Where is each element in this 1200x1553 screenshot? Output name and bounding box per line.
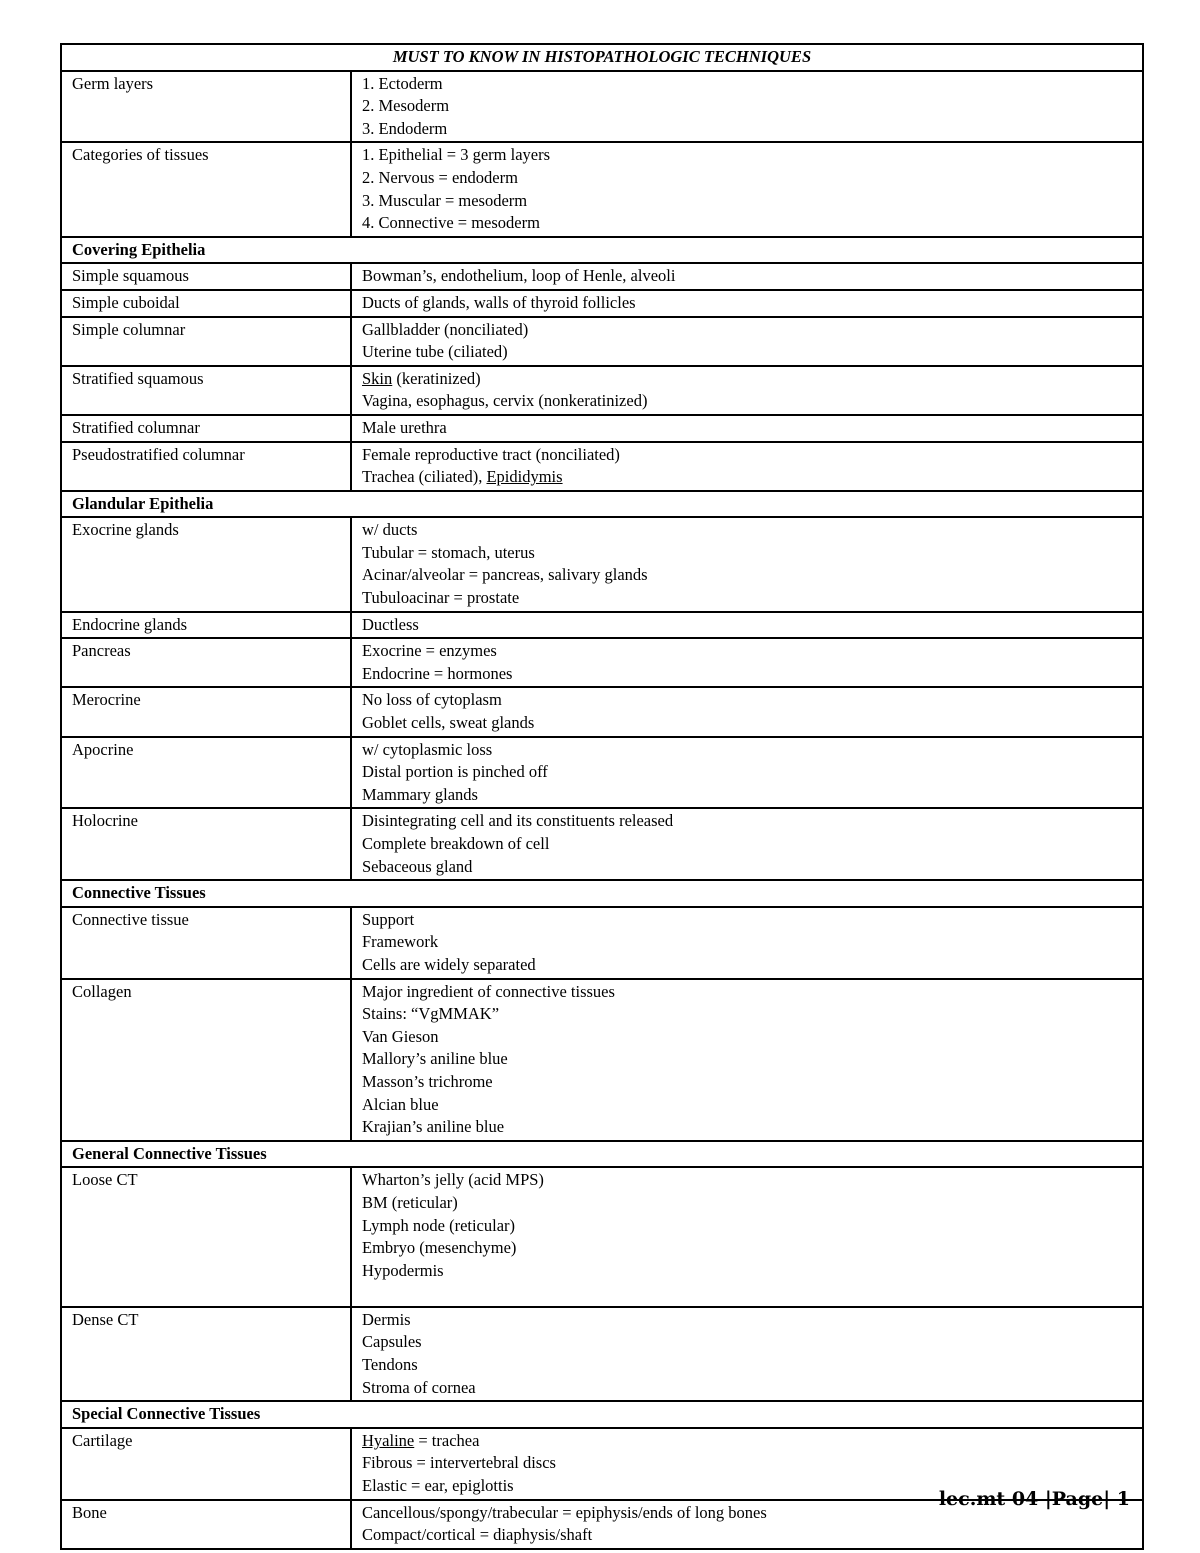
row-details [351,1167,1143,1307]
table-row [61,979,1143,1141]
row-label: Simple columnar [61,317,351,366]
detail-line: 3. Endoderm [362,118,448,138]
detail-line: 4. Connective = mesoderm [362,213,540,233]
detail-line: BM (reticular) [362,1192,458,1212]
row-label: Categories of tissues [61,142,351,236]
detail-line: Vagina, esophagus, cervix (nonkeratinized) [362,391,648,411]
row-label: Germ layers [61,71,351,143]
row-label: Dense CT [61,1307,351,1401]
row-details [351,517,1143,611]
row-details [351,808,1143,880]
table-title-row [61,44,1143,71]
detail-line: Gallbladder (nonciliated) [362,319,529,339]
section-header: Glandular Epithelia [61,491,1143,518]
section-header: Connective Tissues [61,880,1143,907]
detail-line: w/ cytoplasmic loss [362,739,493,759]
detail-line: Fibrous = intervertebral discs [362,1453,556,1473]
row-label: Pancreas [61,638,351,687]
section-header: Covering Epithelia [61,237,1143,264]
row-details [351,290,1143,317]
row-details [351,142,1143,236]
histopathology-table [60,43,1144,1550]
row-details [351,737,1143,809]
section-header-row [61,491,1143,518]
detail-text: Trachea (ciliated), [362,467,487,487]
detail-line: Stroma of cornea [362,1377,476,1397]
section-header-row [61,880,1143,907]
table-row [61,1307,1143,1401]
page-footer: lec.mt 04 |Page| 1 [938,1488,1130,1510]
row-details [351,907,1143,979]
detail-line: Tubular = stomach, uterus [362,542,535,562]
row-label: Simple cuboidal [61,290,351,317]
row-label: Bone [61,1500,351,1549]
table-row [61,290,1143,317]
row-label: Merocrine [61,687,351,736]
detail-line: Masson’s trichrome [362,1071,493,1091]
detail-line: Endocrine = hormones [362,663,513,683]
row-label: Loose CT [61,1167,351,1307]
section-header-row [61,237,1143,264]
detail-line: Ductless [362,614,419,634]
row-label: Pseudostratified columnar [61,442,351,491]
detail-line: Van Gieson [362,1026,439,1046]
detail-line: Ducts of glands, walls of thyroid follicles [362,292,636,312]
detail-line: Major ingredient of connective tissues [362,981,615,1001]
document-title: MUST TO KNOW IN HISTOPATHOLOGIC TECHNIQUES [61,44,1143,71]
detail-line: Cancellous/spongy/trabecular = epiphysis/ends of long bones [362,1502,767,1522]
detail-line: Uterine tube (ciliated) [362,342,508,362]
detail-line: Alcian blue [362,1094,439,1114]
row-details [351,687,1143,736]
row-label: Stratified columnar [61,415,351,442]
row-details [351,263,1143,290]
detail-line: Lymph node (reticular) [362,1215,516,1235]
row-label: Simple squamous [61,263,351,290]
row-label: Apocrine [61,737,351,809]
detail-line: Female reproductive tract (nonciliated) [362,444,620,464]
row-details [351,612,1143,639]
table-row [61,442,1143,491]
underlined-term: Skin [362,368,393,388]
row-details [351,1307,1143,1401]
row-details [351,638,1143,687]
table-row [61,142,1143,236]
row-details [351,415,1143,442]
detail-line: Bowman’s, endothelium, loop of Henle, alveoli [362,266,676,286]
detail-line: Cells are widely separated [362,954,536,974]
detail-line: Wharton’s jelly (acid MPS) [362,1170,544,1190]
detail-line: 2. Mesoderm [362,96,450,116]
row-label: Endocrine glands [61,612,351,639]
row-details [351,979,1143,1141]
detail-line: 1. Ectoderm [362,73,443,93]
row-label: Cartilage [61,1428,351,1500]
row-details [351,317,1143,366]
section-header-row [61,1401,1143,1428]
row-details [351,71,1143,143]
detail-line: Hypodermis [362,1260,444,1280]
detail-line: Elastic = ear, epiglottis [362,1476,514,1496]
table-row [61,907,1143,979]
row-details [351,366,1143,415]
detail-line: w/ ducts [362,520,418,540]
detail-line: Mammary glands [362,784,478,804]
table-row [61,808,1143,880]
table-row [61,71,1143,143]
detail-line [362,1282,1132,1305]
table-row [61,263,1143,290]
table-row [61,638,1143,687]
detail-line: 2. Nervous = endoderm [362,167,518,187]
section-header: General Connective Tissues [61,1141,1143,1168]
detail-line [362,368,1132,391]
detail-line: Compact/cortical = diaphysis/shaft [362,1525,593,1545]
table-row [61,517,1143,611]
detail-line: Stains: “VgMMAK” [362,1004,500,1024]
detail-line: Krajian’s aniline blue [362,1117,505,1137]
detail-line: Complete breakdown of cell [362,834,550,853]
detail-line: Distal portion is pinched off [362,762,548,782]
detail-line: Mallory’s aniline blue [362,1049,508,1069]
row-label: Exocrine glands [61,517,351,611]
detail-line: 3. Muscular = mesoderm [362,190,528,210]
detail-line: Support [362,909,415,929]
detail-text: (keratinized) [392,368,481,388]
table-row [61,687,1143,736]
table-row [61,366,1143,415]
detail-line: Capsules [362,1332,422,1352]
row-label: Connective tissue [61,907,351,979]
section-header: Special Connective Tissues [61,1401,1143,1428]
detail-line: Goblet cells, sweat glands [362,713,535,733]
row-label: Holocrine [61,808,351,880]
underlined-term: Epididymis [486,467,563,487]
table-row [61,1167,1143,1307]
section-header-row [61,1141,1143,1168]
detail-line: No loss of cytoplasm [362,690,502,710]
detail-line: Dermis [362,1309,411,1329]
underlined-term: Hyaline [362,1430,415,1450]
detail-line: Tubuloacinar = prostate [362,588,520,608]
table-row [61,415,1143,442]
row-label: Collagen [61,979,351,1141]
detail-line [362,466,1132,489]
detail-line: Sebaceous gland [362,856,473,876]
detail-line: Embryo (mesenchyme) [362,1238,517,1258]
detail-line: Male urethra [362,417,447,437]
detail-line: Disintegrating cell and its constituents released [362,811,674,831]
detail-text: = trachea [414,1430,480,1450]
row-details [351,442,1143,491]
table-row [61,737,1143,809]
detail-line: Tendons [362,1355,418,1375]
table-row [61,317,1143,366]
detail-line [362,1430,1132,1453]
table-row [61,612,1143,639]
row-label: Stratified squamous [61,366,351,415]
detail-line: Framework [362,932,439,952]
detail-line: 1. Epithelial = 3 germ layers [362,145,551,165]
detail-line: Acinar/alveolar = pancreas, salivary glands [362,565,648,585]
detail-line: Exocrine = enzymes [362,641,497,661]
